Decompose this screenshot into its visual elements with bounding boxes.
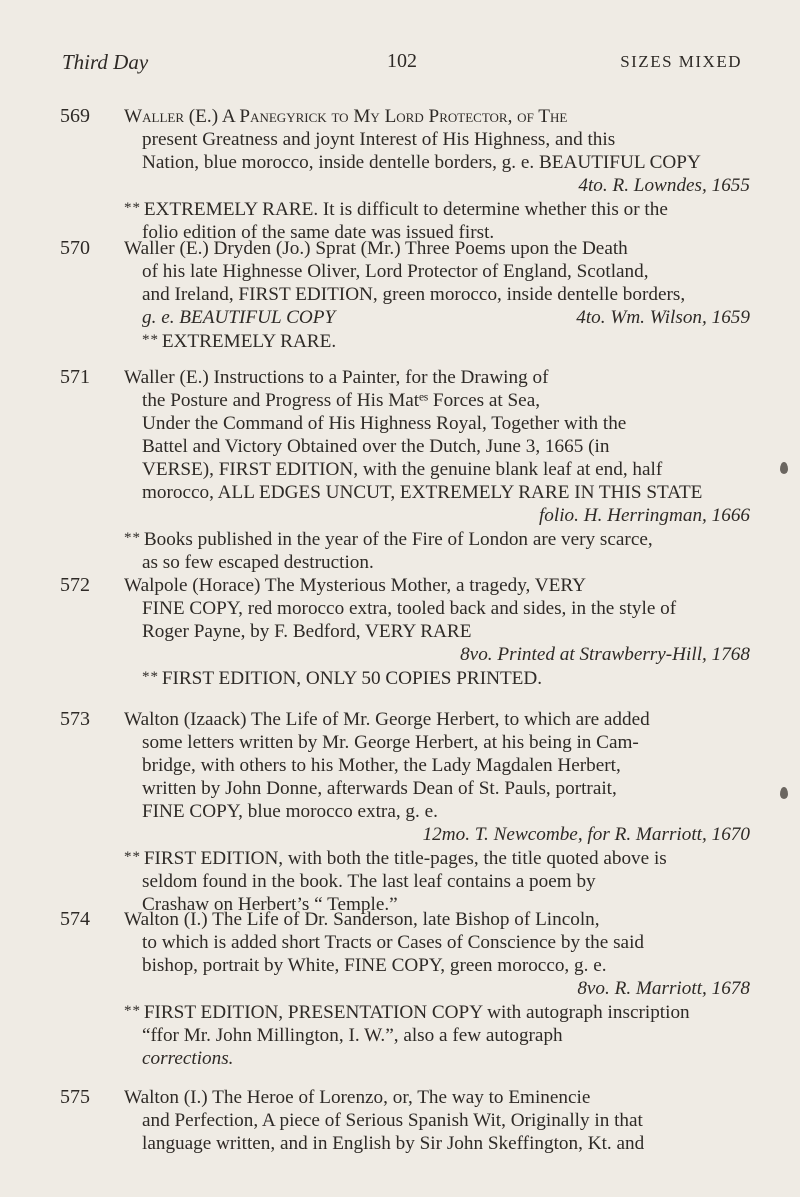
- lot-description: [124, 908, 750, 1070]
- asterism-icon: * *: [124, 1003, 140, 1019]
- lot-imprint: 4to. Wm. Wilson, 1659: [576, 307, 750, 328]
- lot-description: [124, 105, 750, 244]
- lot-number: 574: [60, 908, 90, 930]
- lot-line: VERSE), FIRST EDITION, with the genuine blank leaf at end, half: [142, 459, 663, 480]
- lot-line: Battel and Victory Obtained over the Dutch, June 3, 1665 (in: [142, 436, 610, 457]
- asterism-icon: * *: [124, 200, 140, 216]
- lot-line: [124, 306, 750, 329]
- lot-line: Nation, blue morocco, inside dentelle borders, g. e. BEAUTIFUL COPY: [142, 152, 701, 173]
- lot-author: Walton (I.) The Heroe of Lorenzo, or, The way to Eminencie: [124, 1087, 591, 1108]
- lot-line: FINE COPY, blue morocco extra, g. e.: [142, 801, 438, 822]
- lot-note: [124, 846, 750, 916]
- lot-description: [124, 1086, 750, 1155]
- ink-mark: [780, 787, 788, 799]
- note-line: FIRST EDITION, with both the title-pages, the title quoted above is: [143, 848, 667, 869]
- note-line: “ffor Mr. John Millington, I. W.”, also a few autograph: [142, 1025, 563, 1046]
- note-line: EXTREMELY RARE. It is difficult to determine whether this or the: [143, 199, 668, 220]
- lot-line: the Posture and Progress of His Matᵉˢ Forces at Sea,: [142, 390, 541, 411]
- lot-author: Walton (Izaack) The Life of Mr. George Herbert, to which are added: [124, 709, 650, 730]
- lot-imprint: 8vo. Printed at Strawberry-Hill, 1768: [460, 644, 750, 665]
- lot-note: [124, 329, 750, 353]
- lot-number: 573: [60, 708, 90, 730]
- lot-number: 572: [60, 574, 90, 596]
- note-line: Books published in the year of the Fire of London are very scarce,: [143, 529, 653, 550]
- note-line: EXTREMELY RARE.: [161, 331, 337, 352]
- lot-note: [124, 527, 750, 574]
- lot-author: Walpole (Horace) The Mysterious Mother, a tragedy, VERY: [124, 575, 586, 596]
- lot-569: [60, 105, 750, 244]
- lot-line: written by John Donne, afterwards Dean of St. Pauls, portrait,: [142, 778, 617, 799]
- lot-line-text: g. e. BEAUTIFUL COPY: [142, 307, 336, 328]
- lot-line: to which is added short Tracts or Cases of Conscience by the said: [142, 932, 644, 953]
- lot-line: Under the Command of His Highness Royal, Together with the: [142, 413, 627, 434]
- lot-number: 575: [60, 1086, 90, 1108]
- note-line: as so few escaped destruction.: [142, 552, 374, 573]
- asterism-icon: * *: [142, 332, 158, 348]
- lot-571: [60, 366, 750, 574]
- lot-author: Waller (E.) Instructions to a Painter, for the Drawing of: [124, 367, 549, 388]
- lot-number: 570: [60, 237, 90, 259]
- lot-author: Walton (I.) The Life of Dr. Sanderson, late Bishop of Lincoln,: [124, 909, 600, 930]
- note-line: seldom found in the book. The last leaf contains a poem by: [142, 871, 596, 892]
- lot-note: [124, 1000, 750, 1070]
- running-head-day: Third Day: [62, 50, 149, 74]
- lot-author: Waller (E.) A Panegyrick to My Lord Protector, of The: [124, 106, 568, 127]
- page-header: [62, 50, 742, 80]
- lot-line: bishop, portrait by White, FINE COPY, green morocco, g. e.: [142, 955, 607, 976]
- lot-imprint: folio. H. Herringman, 1666: [538, 505, 750, 526]
- lot-description: [124, 574, 750, 690]
- lot-line: of his late Highnesse Oliver, Lord Protector of England, Scotland,: [142, 261, 649, 282]
- ink-mark: [780, 462, 788, 474]
- running-head-section: SIZES MIXED: [620, 52, 742, 71]
- lot-description: [124, 237, 750, 353]
- note-line: FIRST EDITION, ONLY 50 COPIES PRINTED.: [161, 668, 543, 689]
- lot-number: 571: [60, 366, 90, 388]
- lot-line: some letters written by Mr. George Herbert, at his being in Cam-: [142, 732, 639, 753]
- asterism-icon: * *: [142, 669, 158, 685]
- asterism-icon: * *: [124, 849, 140, 865]
- lot-number: 569: [60, 105, 90, 127]
- note-line: folio edition of the same date was issued first.: [142, 222, 495, 243]
- lot-573: [60, 708, 750, 916]
- lot-imprint: 12mo. T. Newcombe, for R. Marriott, 1670: [422, 824, 750, 845]
- lot-line: morocco, ALL EDGES UNCUT, EXTREMELY RARE IN THIS STATE: [142, 482, 703, 503]
- lot-line: language written, and in English by Sir John Skeffington, Kt. and: [142, 1133, 645, 1154]
- lot-imprint: 8vo. R. Marriott, 1678: [577, 978, 750, 999]
- lot-description: [124, 708, 750, 916]
- note-line: corrections.: [142, 1048, 234, 1069]
- lot-line: Roger Payne, by F. Bedford, VERY RARE: [142, 621, 472, 642]
- lot-570: [60, 237, 750, 353]
- lot-575: [60, 1086, 750, 1155]
- lot-574: [60, 908, 750, 1070]
- lot-note: [124, 666, 750, 690]
- lot-line: present Greatness and joynt Interest of His Highness, and this: [142, 129, 616, 150]
- lot-line: and Ireland, FIRST EDITION, green morocco, inside dentelle borders,: [142, 284, 686, 305]
- note-line: Crashaw on Herbert’s “ Temple.”: [142, 894, 398, 915]
- lot-line: and Perfection, A piece of Serious Spanish Wit, Originally in that: [142, 1110, 643, 1131]
- lot-author: Waller (E.) Dryden (Jo.) Sprat (Mr.) Three Poems upon the Death: [124, 238, 628, 259]
- note-line: FIRST EDITION, PRESENTATION COPY with autograph inscription: [143, 1002, 690, 1023]
- lot-description: [124, 366, 750, 574]
- asterism-icon: * *: [124, 530, 140, 546]
- lot-572: [60, 574, 750, 690]
- lot-imprint: 4to. R. Lowndes, 1655: [578, 175, 750, 196]
- lot-line: FINE COPY, red morocco extra, tooled back and sides, in the style of: [142, 598, 677, 619]
- lot-line: bridge, with others to his Mother, the Lady Magdalen Herbert,: [142, 755, 621, 776]
- page-number: 102: [387, 50, 417, 72]
